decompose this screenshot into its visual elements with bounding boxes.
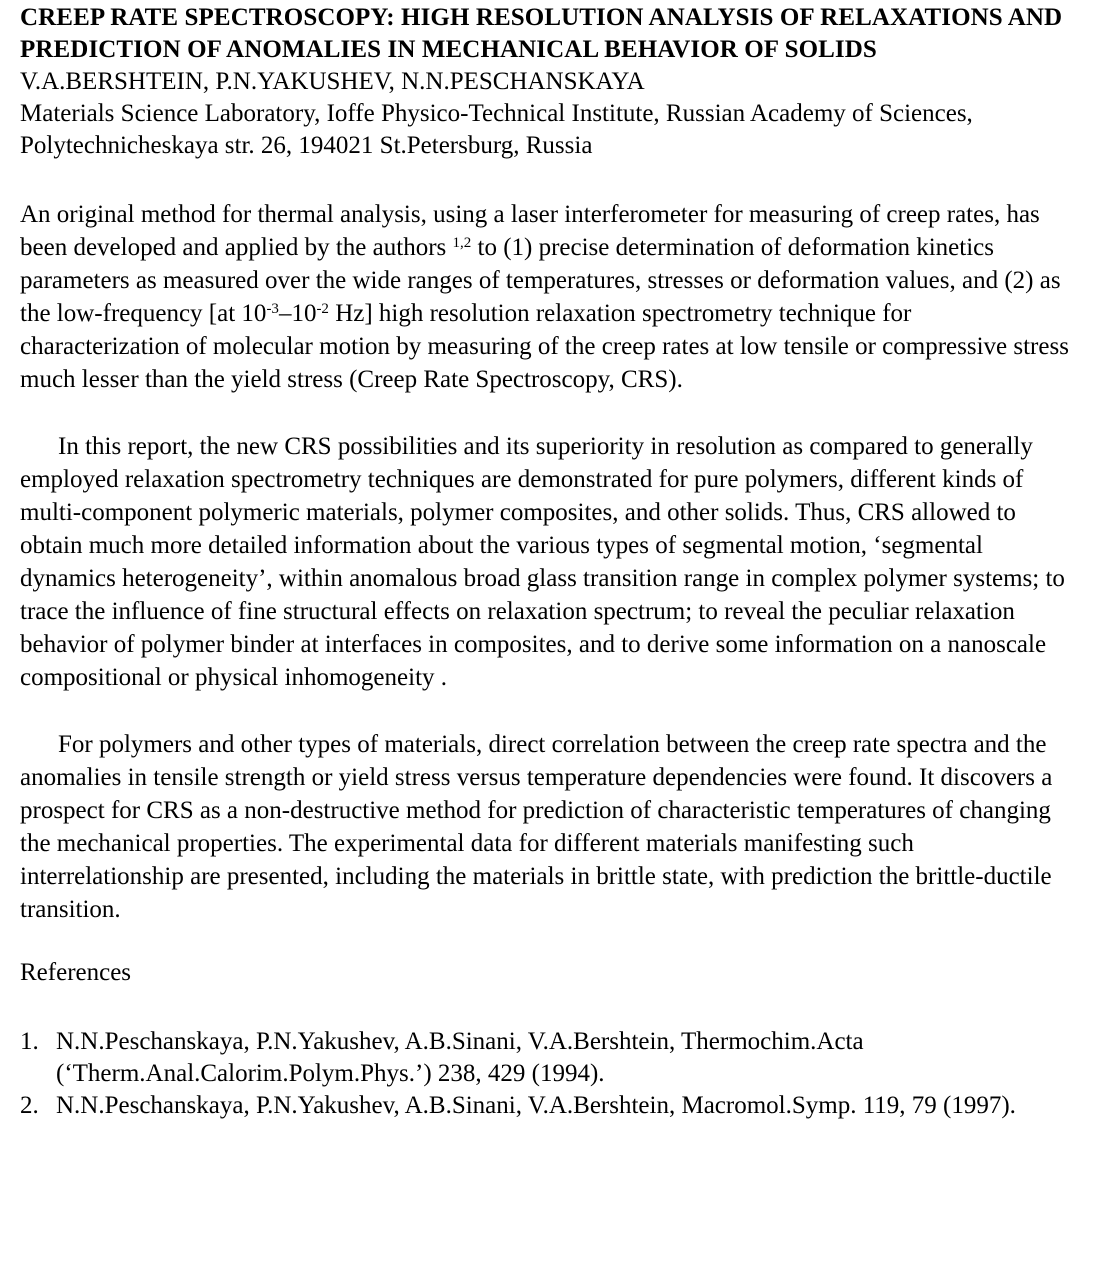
abstract-paragraph-2: In this report, the new CRS possibilities and its superiority in resolution as compared to generally employed relaxation spectrometry techniques are demonstrated for pure polymers, different kinds of multi-component polymeric materials, polymer composites, and other solids. Thus, CRS allowed to obtain much more detailed information about the various types of segmental motion, ‘segmental dynamics heterogeneity’, within anomalous broad glass transition range in complex polymer systems; to trace the influence of fine structural effects on relaxation spectrum; to reveal the peculiar relaxation behavior of polymer binder at interfaces in composites, and to derive some information on a nanoscale compositional or physical inhomogeneity . [20,433,1065,691]
affiliation: Materials Science Laboratory, Ioffe Physico-Technical Institute, Russian Academy of Sciences, Polytechnicheskaya str. 26, 194021 St.Petersburg, Russia [20,100,973,159]
paper-title: CREEP RATE SPECTROSCOPY: HIGH RESOLUTION ANALYSIS OF RELAXATIONS AND PREDICTION OF ANOMALIES IN MECHANICAL BEHAVIOR OF SOLIDS [20,4,1063,63]
reference-text: N.N.Peschanskaya, P.N.Yakushev, A.B.Sinani, V.A.Bershtein, Thermochim.Acta (‘Therm.Anal.Calorim.Polym.Phys.’) 238, 429 (1994). [56,1028,864,1087]
reference-item [20,1090,1076,1122]
abstract-paragraph-3: For polymers and other types of materials, direct correlation between the creep rate spectra and the anomalies in tensile strength or yield stress versus temperature dependencies were found. It discovers a prospect for CRS as a non-destructive method for prediction of characteristic temperatures of changing the mechanical properties. The experimental data for different materials manifesting such interrelationship are presented, including the materials in brittle state, with prediction the brittle-ductile transition. [20,731,1053,923]
abstract-paragraph-1 [20,198,1076,396]
references-heading: References [20,959,132,986]
reference-item [20,1026,1076,1090]
citation-superscript: 1,2 [452,235,472,251]
paper-page [20,2,1076,1122]
reference-list [20,1026,1076,1122]
paragraph-1-text-d: Hz] high resolution relaxation spectrometry technique for characterization of molecular motion by measuring of the creep rates at low tensile or compressive stress much lesser than the yield stress (Creep Rate Spectroscopy, CRS). [20,300,1069,393]
reference-number: 1. [20,1028,39,1055]
exponent-superscript-2: -2 [316,301,329,317]
author-list: V.A.BERSHTEIN, P.N.YAKUSHEV, N.N.PESCHANSKAYA [20,68,645,95]
reference-text: N.N.Peschanskaya, P.N.Yakushev, A.B.Sinani, V.A.Bershtein, Macromol.Symp. 119, 79 (1997). [56,1092,1016,1119]
paragraph-1-text-c: –10 [278,300,317,327]
reference-number: 2. [20,1092,39,1119]
paragraph-1-text-a: An original method for thermal analysis, using a laser interferometer for measuring of creep rates, has been developed and applied by the authors [20,201,1040,261]
exponent-superscript-1: -3 [266,301,279,317]
paragraph-1-text-b: to (1) precise determination of deformation kinetics parameters as measured over the wide ranges of temperatures, stresses or deformation values, and (2) as the low-frequency [at 10 [20,234,1061,327]
